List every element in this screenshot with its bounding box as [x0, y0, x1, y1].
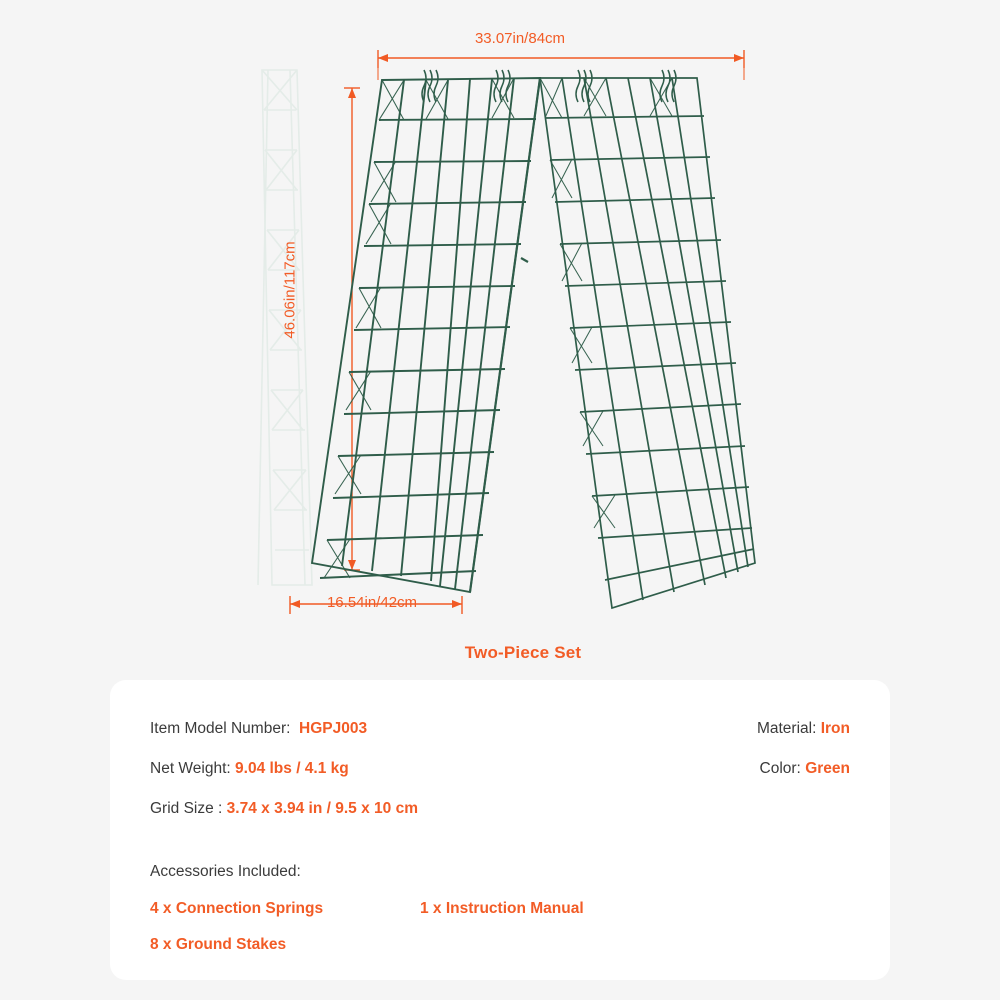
- spec-model-value: HGPJ003: [299, 720, 368, 737]
- accessory-item-manual: 1 x Instruction Manual: [420, 900, 584, 917]
- spec-material-label: Material:: [756, 720, 817, 737]
- dimension-depth-label: 16.54in/42cm: [326, 594, 418, 611]
- spec-weight-label: Net Weight:: [150, 760, 231, 777]
- accessory-item-springs: 4 x Connection Springs: [150, 900, 324, 917]
- dimension-lines: [290, 50, 744, 614]
- accessory-item-stakes: 8 x Ground Stakes: [150, 936, 287, 953]
- spec-model-row: [150, 720, 367, 738]
- dimension-width-label: 33.07in/84cm: [474, 30, 566, 47]
- accessories-title: Accessories Included:: [150, 863, 301, 880]
- spec-material-row: [757, 720, 850, 738]
- connection-springs: [422, 70, 676, 102]
- specification-card: [110, 680, 890, 980]
- trellis-rear-panel: [540, 78, 755, 608]
- spec-grid-row: [150, 800, 418, 818]
- spec-color-row: [760, 760, 850, 778]
- spec-grid-label: Grid Size :: [150, 800, 223, 817]
- spec-color-label: Color:: [759, 760, 801, 777]
- dimension-height-label: 46.06in/117cm: [281, 241, 299, 339]
- spec-color-value: Green: [805, 760, 850, 777]
- spec-weight-value: 9.04 lbs / 4.1 kg: [235, 760, 349, 777]
- spec-material-value: Iron: [820, 720, 850, 737]
- spec-weight-row: [150, 760, 349, 778]
- trellis-rear-diagonals: [540, 78, 672, 528]
- set-caption: Two-Piece Set: [464, 643, 582, 662]
- spec-model-label: Item Model Number:: [150, 720, 291, 737]
- spec-grid-value: 3.74 x 3.94 in / 9.5 x 10 cm: [226, 800, 418, 817]
